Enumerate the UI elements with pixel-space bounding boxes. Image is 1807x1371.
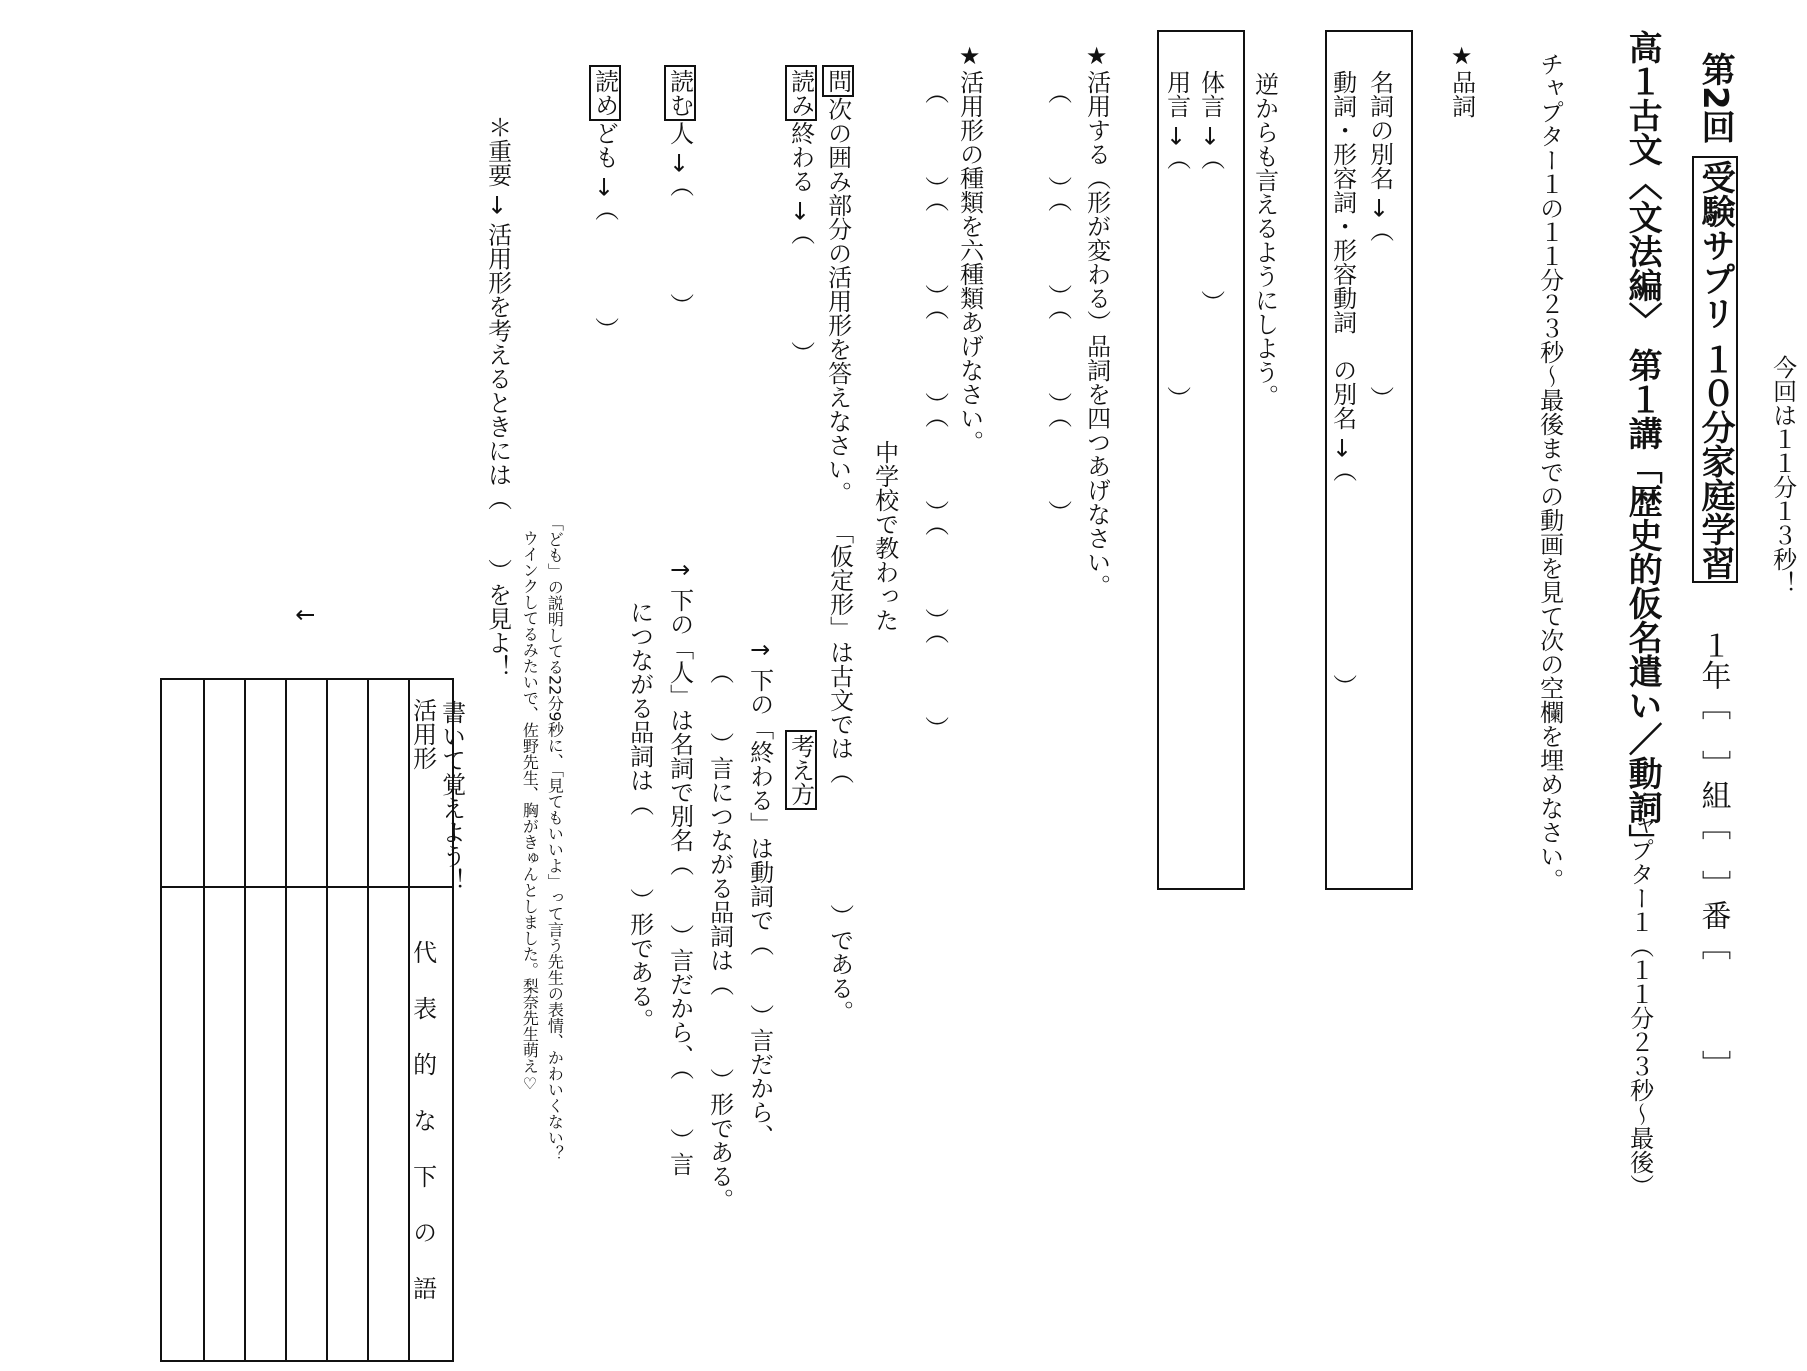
taigen-line: 体言 →（ ）	[1196, 70, 1225, 314]
example-3	[590, 65, 618, 341]
table-header-next-word: 代表的な下の語	[408, 940, 437, 1332]
kangae-mark: 考え方	[785, 730, 817, 810]
title-box: 受験サプリ １０分家庭学習	[1692, 156, 1738, 584]
example-1-word: 読み	[785, 65, 817, 121]
toi-line	[823, 65, 851, 505]
title-number: 第2回	[1695, 52, 1736, 144]
conjugation-table	[160, 678, 454, 1362]
down-arrow: ↓	[290, 605, 319, 626]
question-2: ★活用形の種類を六種類あげなさい。	[955, 42, 984, 454]
katei-line: 「仮定形」は古文では（ ）である。	[825, 520, 854, 1024]
example-2-word: 読む	[664, 65, 696, 121]
example-3-rest: ども →（ ）	[590, 121, 619, 341]
section-hinshi: ★品詞	[1447, 42, 1476, 118]
time-notice: 今回は１１分１３秒！	[1768, 355, 1797, 595]
example-1-exp2: （ ）言につながる品詞は（ ）形である。	[705, 660, 734, 1212]
important-note: ＊重要 → 活用形を考えるときには（ ）を見よ！	[483, 115, 512, 679]
course-title: 高１古文〈文法編〉 第１講「歴史的仮名遣い／動詞」	[1622, 30, 1663, 858]
table-col-line	[326, 680, 328, 1360]
comment-line-2: ウインクしてるみたいで、佐野先生、胸がきゅんとしました。梨奈先生萌え♡	[520, 530, 540, 1093]
table-col-line	[367, 680, 369, 1360]
table-col-line	[203, 680, 205, 1360]
question-1-blanks: （ ）（ ）（ ）（ ）	[1043, 80, 1072, 524]
alias-noun: 名詞の別名 →（ ）	[1365, 70, 1394, 410]
example-2-rest: 人 →（ ）	[665, 121, 694, 317]
class-number-line: １年［ ］組［ ］番［ ］	[1695, 630, 1731, 1080]
table-col-line	[244, 680, 246, 1360]
example-1	[786, 65, 814, 365]
katei-heading: 中学校で教わった	[870, 440, 899, 632]
example-1-exp1: ↑ 下の「終わる」は動詞で（ ）言だから、	[745, 640, 774, 1148]
table-header-katsuyokei: 活用形	[408, 698, 437, 770]
example-2	[665, 65, 693, 317]
reverse-note: 逆からも言えるようにしよう。	[1250, 72, 1279, 408]
comment-line-1: 「ども」の説明してる22分9秒に、「見てもいいよ」って言う先生の表情、かわいくない？	[545, 515, 565, 1162]
write-memorize: 書いて覚えよう！	[437, 700, 466, 892]
example-1-rest: 終わる →（ ）	[786, 121, 815, 365]
kangae-label	[786, 730, 814, 810]
toi-mark: 問	[822, 65, 854, 97]
example-2-exp1: ↑ 下の「人」は名詞で別名（ ）言だから、（ ）言	[665, 560, 694, 1176]
example-2-exp2: につながる品詞は（ ）形である。	[625, 600, 654, 1032]
instruction: チャプター１の１１分２３秒～最後までの動画を見て次の空欄を埋めなさい。	[1535, 52, 1564, 892]
title-line	[1695, 52, 1734, 583]
chapter-range: チャプター１（１１分２３秒～最後）	[1625, 790, 1654, 1198]
example-3-word: 読め	[589, 65, 621, 121]
alias-verb: 動詞・形容詞・形容動詞 の別名 →（ ）	[1328, 70, 1357, 698]
toi-text: 次の囲み部分の活用形を答えなさい。	[823, 97, 852, 505]
question-2-blanks: （ ）（ ）（ ）（ ）（ ）（ ）	[920, 80, 949, 740]
table-col-line	[285, 680, 287, 1360]
yougen-line: 用言 →（ ）	[1162, 70, 1191, 410]
question-1: ★活用する（形が変わる）品詞を四つあげなさい。	[1082, 42, 1111, 598]
